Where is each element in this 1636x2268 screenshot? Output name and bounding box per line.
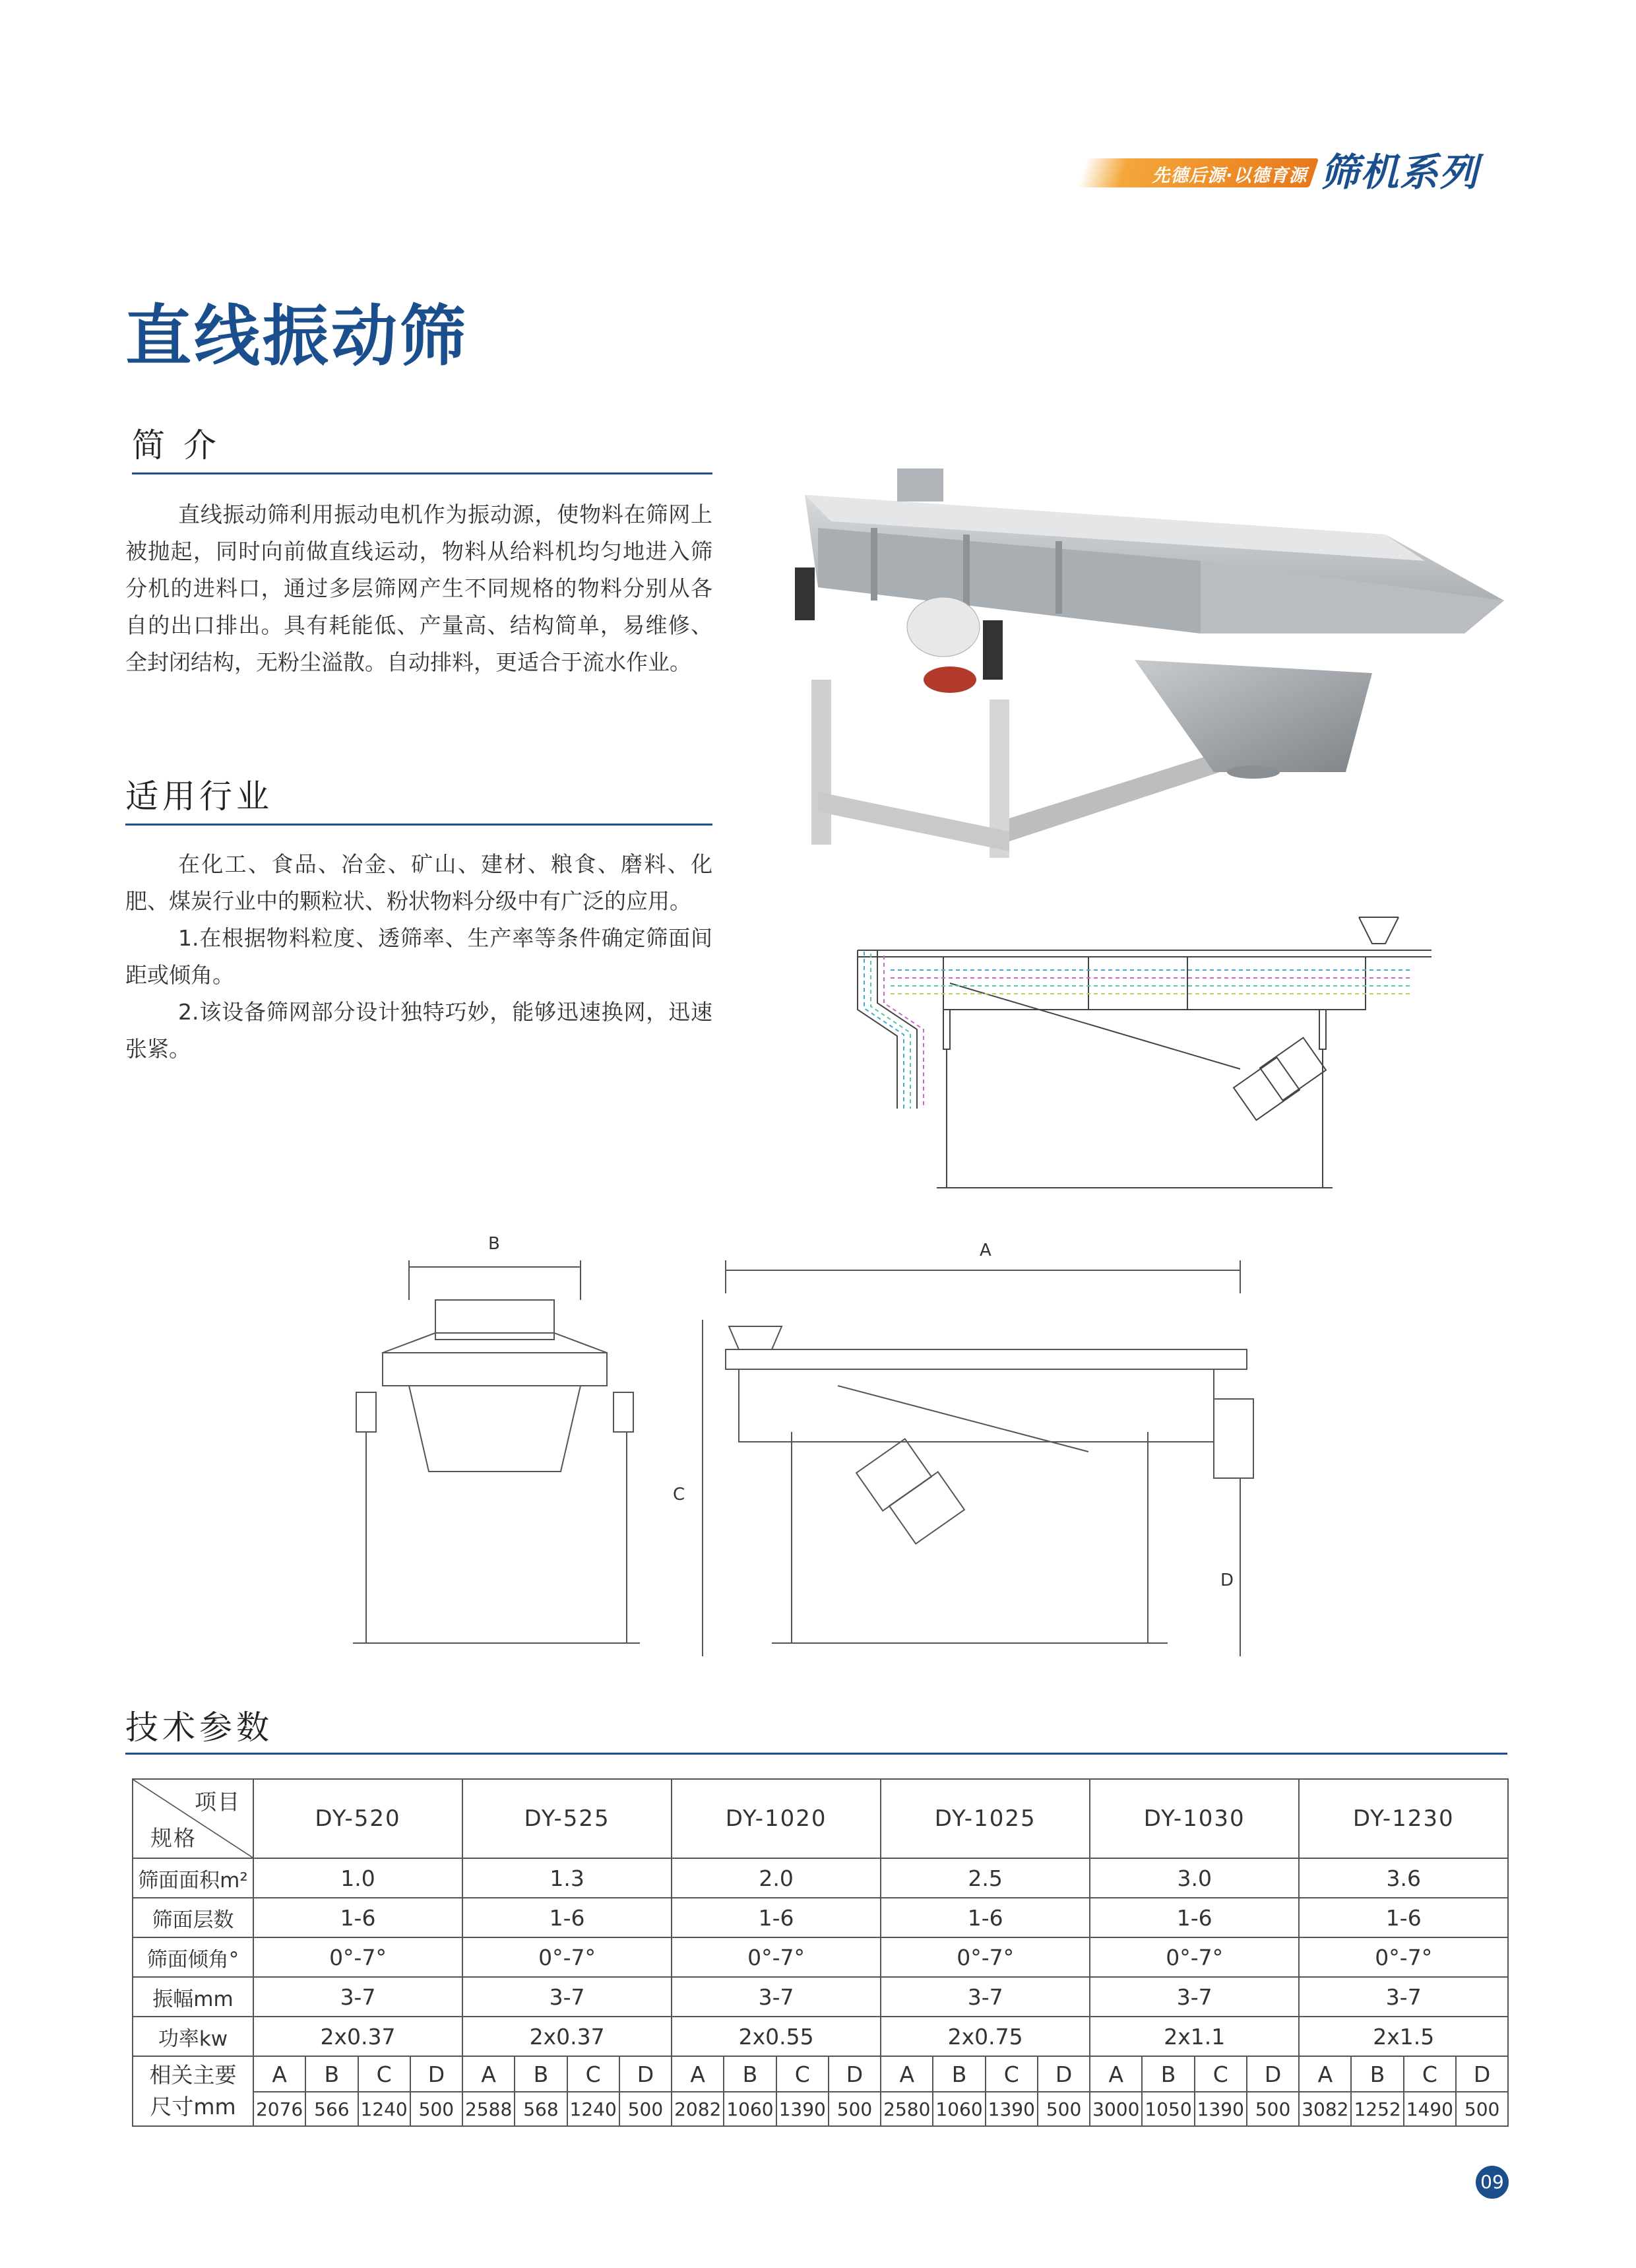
table-header-row <box>133 1779 1508 1858</box>
dim-letter: D <box>1038 2056 1090 2092</box>
table-cell: 0°-7° <box>253 1937 462 1977</box>
dimension-letter-row <box>133 2056 1508 2092</box>
table-cell: 0°-7° <box>881 1937 1090 1977</box>
table-cell: 3-7 <box>881 1977 1090 2017</box>
table-cell: 2x0.37 <box>253 2017 462 2056</box>
dim-letter: D <box>829 2056 881 2092</box>
table-row <box>133 1858 1508 1898</box>
row-label: 振幅mm <box>133 1977 253 2017</box>
dim-value: 1390 <box>776 2092 829 2126</box>
dim-letter: D <box>410 2056 462 2092</box>
table-cell: 2x1.1 <box>1090 2017 1299 2056</box>
corner-cell <box>133 1779 253 1858</box>
dim-label-a: A <box>980 1241 991 1260</box>
table-cell: 1-6 <box>672 1898 881 1937</box>
intro-paragraph <box>125 496 712 681</box>
spec-table <box>132 1778 1509 2127</box>
dim-letter: B <box>1351 2056 1403 2092</box>
dim-value: 500 <box>1038 2092 1090 2126</box>
row-label: 功率kw <box>133 2017 253 2056</box>
dim-label-c: C <box>673 1485 685 1505</box>
dim-value: 2082 <box>672 2092 724 2126</box>
table-cell: 3-7 <box>1090 1977 1299 2017</box>
dim-value: 1240 <box>358 2092 410 2126</box>
dim-letter: A <box>672 2056 724 2092</box>
industry-rule <box>125 824 712 826</box>
dim-letter: A <box>253 2056 305 2092</box>
dim-value: 566 <box>305 2092 358 2126</box>
dim-letter: C <box>567 2056 619 2092</box>
industry-heading: 适用行业 <box>125 777 273 816</box>
dim-value: 1490 <box>1404 2092 1456 2126</box>
dim-letter: C <box>1195 2056 1247 2092</box>
model-cell: DY-525 <box>462 1779 672 1858</box>
table-cell: 3.0 <box>1090 1858 1299 1898</box>
dim-value: 500 <box>1456 2092 1508 2126</box>
table-cell: 1-6 <box>253 1898 462 1937</box>
table-cell: 1-6 <box>462 1898 672 1937</box>
dimension-label-cell <box>133 2056 253 2126</box>
intro-rule <box>132 472 712 474</box>
row-label: 筛面倾角° <box>133 1937 253 1977</box>
table-cell: 0°-7° <box>462 1937 672 1977</box>
table-cell: 1-6 <box>1299 1898 1508 1937</box>
table-cell: 0°-7° <box>1090 1937 1299 1977</box>
specs-heading: 技术参数 <box>125 1708 273 1747</box>
dim-value: 1252 <box>1351 2092 1403 2126</box>
dim-letter: C <box>1404 2056 1456 2092</box>
model-cell: DY-520 <box>253 1779 462 1858</box>
dim-value: 1240 <box>567 2092 619 2126</box>
dimension-value-row <box>133 2092 1508 2126</box>
row-label: 筛面层数 <box>133 1898 253 1937</box>
dim-value: 1060 <box>724 2092 776 2126</box>
table-cell: 1-6 <box>881 1898 1090 1937</box>
dimension-drawings <box>343 1234 1280 1669</box>
table-cell: 2x0.55 <box>672 2017 881 2056</box>
flow-schematic <box>818 904 1438 1201</box>
table-cell: 2.5 <box>881 1858 1090 1898</box>
table-row <box>133 2017 1508 2056</box>
table-cell: 1.3 <box>462 1858 672 1898</box>
dim-label-d: D <box>1220 1571 1234 1590</box>
table-cell: 0°-7° <box>672 1937 881 1977</box>
dim-value: 568 <box>515 2092 567 2126</box>
dim-value: 1390 <box>986 2092 1038 2126</box>
industry-paragraphs <box>125 846 712 1068</box>
table-cell: 3-7 <box>253 1977 462 2017</box>
slogan-banner <box>1077 158 1319 187</box>
dim-value: 500 <box>1247 2092 1299 2126</box>
dim-letter: D <box>619 2056 672 2092</box>
model-cell: DY-1030 <box>1090 1779 1299 1858</box>
dim-letter: D <box>1456 2056 1508 2092</box>
dimension-label-1: 相关主要 <box>149 2062 237 2088</box>
table-cell: 2.0 <box>672 1858 881 1898</box>
corner-bottom-label: 规格 <box>150 1825 197 1851</box>
dim-letter: C <box>776 2056 829 2092</box>
dim-letter: B <box>305 2056 358 2092</box>
dim-letter: A <box>1090 2056 1142 2092</box>
table-cell: 3.6 <box>1299 1858 1508 1898</box>
page-number: 09 <box>1476 2166 1509 2199</box>
product-photo <box>792 462 1524 858</box>
dim-letter: B <box>724 2056 776 2092</box>
intro-text: 直线振动筛利用振动电机作为振动源，使物料在筛网上被抛起，同时向前做直线运动，物料从给料机均匀地进入筛分机的进料口，通过多层筛网产生不同规格的物料分别从各自的出口排出。具有耗能低、产量高、结构简单，易维修、全封闭结构，无粉尘溢散。自动排料，更适合于流水作业。 <box>125 502 712 675</box>
series-title: 筛机系列 <box>1321 150 1480 195</box>
dimension-label-2: 尺寸mm <box>150 2094 236 2120</box>
dim-letter: D <box>1247 2056 1299 2092</box>
dim-value: 500 <box>829 2092 881 2126</box>
table-row <box>133 1937 1508 1977</box>
dim-letter: B <box>933 2056 985 2092</box>
dim-value: 500 <box>619 2092 672 2126</box>
dim-label-b: B <box>488 1234 500 1254</box>
dim-letter: C <box>986 2056 1038 2092</box>
table-cell: 3-7 <box>672 1977 881 2017</box>
dim-letter: A <box>462 2056 515 2092</box>
table-cell: 0°-7° <box>1299 1937 1508 1977</box>
dim-letter: A <box>1299 2056 1351 2092</box>
table-cell: 3-7 <box>1299 1977 1508 2017</box>
dim-value: 1060 <box>933 2092 985 2126</box>
dim-value: 2588 <box>462 2092 515 2126</box>
dim-letter: B <box>515 2056 567 2092</box>
table-cell: 2x0.75 <box>881 2017 1090 2056</box>
industry-text-1: 在化工、食品、冶金、矿山、建材、粮食、磨料、化肥、煤炭行业中的颗粒状、粉状物料分级中有广泛的应用。 <box>125 851 712 914</box>
dim-value: 2580 <box>881 2092 933 2126</box>
specs-rule <box>125 1753 1507 1755</box>
corner-top-label: 项目 <box>195 1789 241 1815</box>
table-cell: 3-7 <box>462 1977 672 2017</box>
model-cell: DY-1230 <box>1299 1779 1508 1858</box>
row-label: 筛面面积m² <box>133 1858 253 1898</box>
table-row <box>133 1977 1508 2017</box>
industry-text-2: 1.在根据物料粒度、透筛率、生产率等条件确定筛面间距或倾角。 <box>125 925 712 988</box>
dim-letter: C <box>358 2056 410 2092</box>
dim-letter: A <box>881 2056 933 2092</box>
table-cell: 1-6 <box>1090 1898 1299 1937</box>
intro-heading: 简 介 <box>132 426 220 465</box>
dim-letter: B <box>1142 2056 1194 2092</box>
model-cell: DY-1020 <box>672 1779 881 1858</box>
dim-value: 3082 <box>1299 2092 1351 2126</box>
dim-value: 500 <box>410 2092 462 2126</box>
page-title: 直线振动筛 <box>125 298 468 375</box>
dim-value: 2076 <box>253 2092 305 2126</box>
table-row <box>133 1898 1508 1937</box>
table-cell: 1.0 <box>253 1858 462 1898</box>
dim-value: 1050 <box>1142 2092 1194 2126</box>
table-cell: 2x1.5 <box>1299 2017 1508 2056</box>
industry-text-3: 2.该设备筛网部分设计独特巧妙，能够迅速换网，迅速张紧。 <box>125 999 712 1062</box>
model-cell: DY-1025 <box>881 1779 1090 1858</box>
table-cell: 2x0.37 <box>462 2017 672 2056</box>
header-badge <box>1082 149 1504 195</box>
dim-value: 1390 <box>1195 2092 1247 2126</box>
slogan-text: 先德后源·以德育源 <box>1152 166 1307 186</box>
dim-value: 3000 <box>1090 2092 1142 2126</box>
